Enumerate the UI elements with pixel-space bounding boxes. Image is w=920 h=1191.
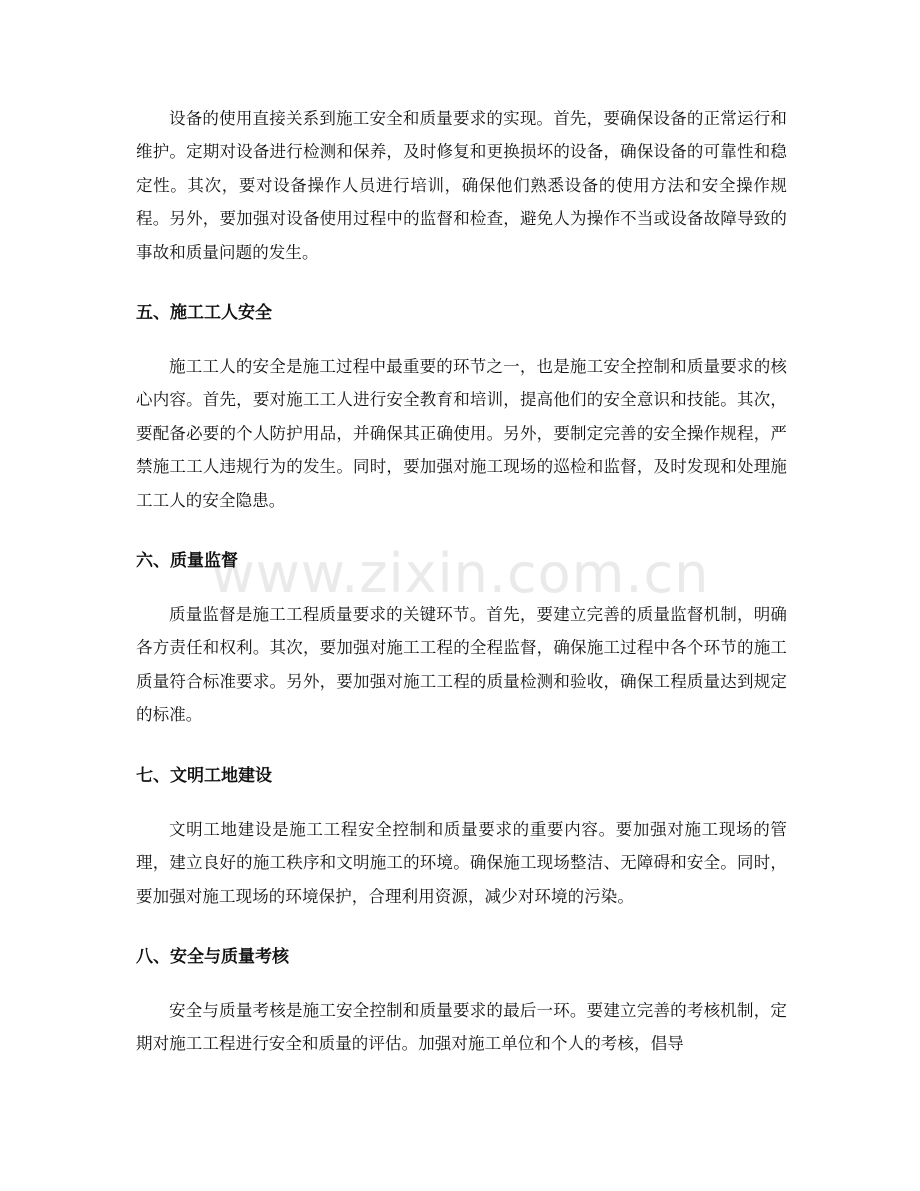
paragraph-civilized-site: 文明工地建设是施工工程安全控制和质量要求的重要内容。要加强对施工现场的管理，建立良好的施工秩序和文明施工的环境。确保施工现场整洁、无障碍和安全。同时，要加强对施工现场的环境保护，合理利用资源，减少对环境的污染。 (136, 819, 787, 906)
paragraph-quality-supervision: 质量监督是施工工程质量要求的关键环节。首先，要建立完善的质量监督机制，明确各方责任和权利。其次，要加强对施工工程的全程监督，确保施工过程中各个环节的施工质量符合标准要求。另外，要加强对施工工程的质量检测和验收，确保工程质量达到规定的标准。 (136, 605, 787, 725)
heading-civilized-site: 七、文明工地建设 (136, 765, 272, 786)
watermark: www.zixin.com.cn (210, 542, 710, 605)
heading-quality-supervision: 六、质量监督 (136, 551, 238, 572)
document-body (136, 102, 787, 1061)
paragraph-equipment: 设备的使用直接关系到施工安全和质量要求的实现。首先，要确保设备的正常运行和维护。定期对设备进行检测和保养，及时修复和更换损坏的设备，确保设备的可靠性和稳定性。其次，要对设备操作人员进行培训，确保他们熟悉设备的使用方法和安全操作规程。另外，要加强对设备使用过程中的监督和检查，避免人为操作不当或设备故障导致的事故和质量问题的发生。 (136, 109, 787, 262)
heading-assessment: 八、安全与质量考核 (136, 946, 289, 967)
paragraph-assessment: 安全与质量考核是施工安全控制和质量要求的最后一环。要建立完善的考核机制，定期对施工工程进行安全和质量的评估。加强对施工单位和个人的考核，倡导 (136, 1000, 787, 1054)
paragraph-worker-safety: 施工工人的安全是施工过程中最重要的环节之一，也是施工安全控制和质量要求的核心内容。首先，要对施工工人进行安全教育和培训，提高他们的安全意识和技能。其次，要配备必要的个人防护用品，并确保其正确使用。另外，要制定完善的安全操作规程，严禁施工工人违规行为的发生。同时，要加强对施工现场的巡检和监督，及时发现和处理施工工人的安全隐患。 (136, 357, 787, 510)
heading-worker-safety: 五、施工工人安全 (136, 303, 272, 324)
